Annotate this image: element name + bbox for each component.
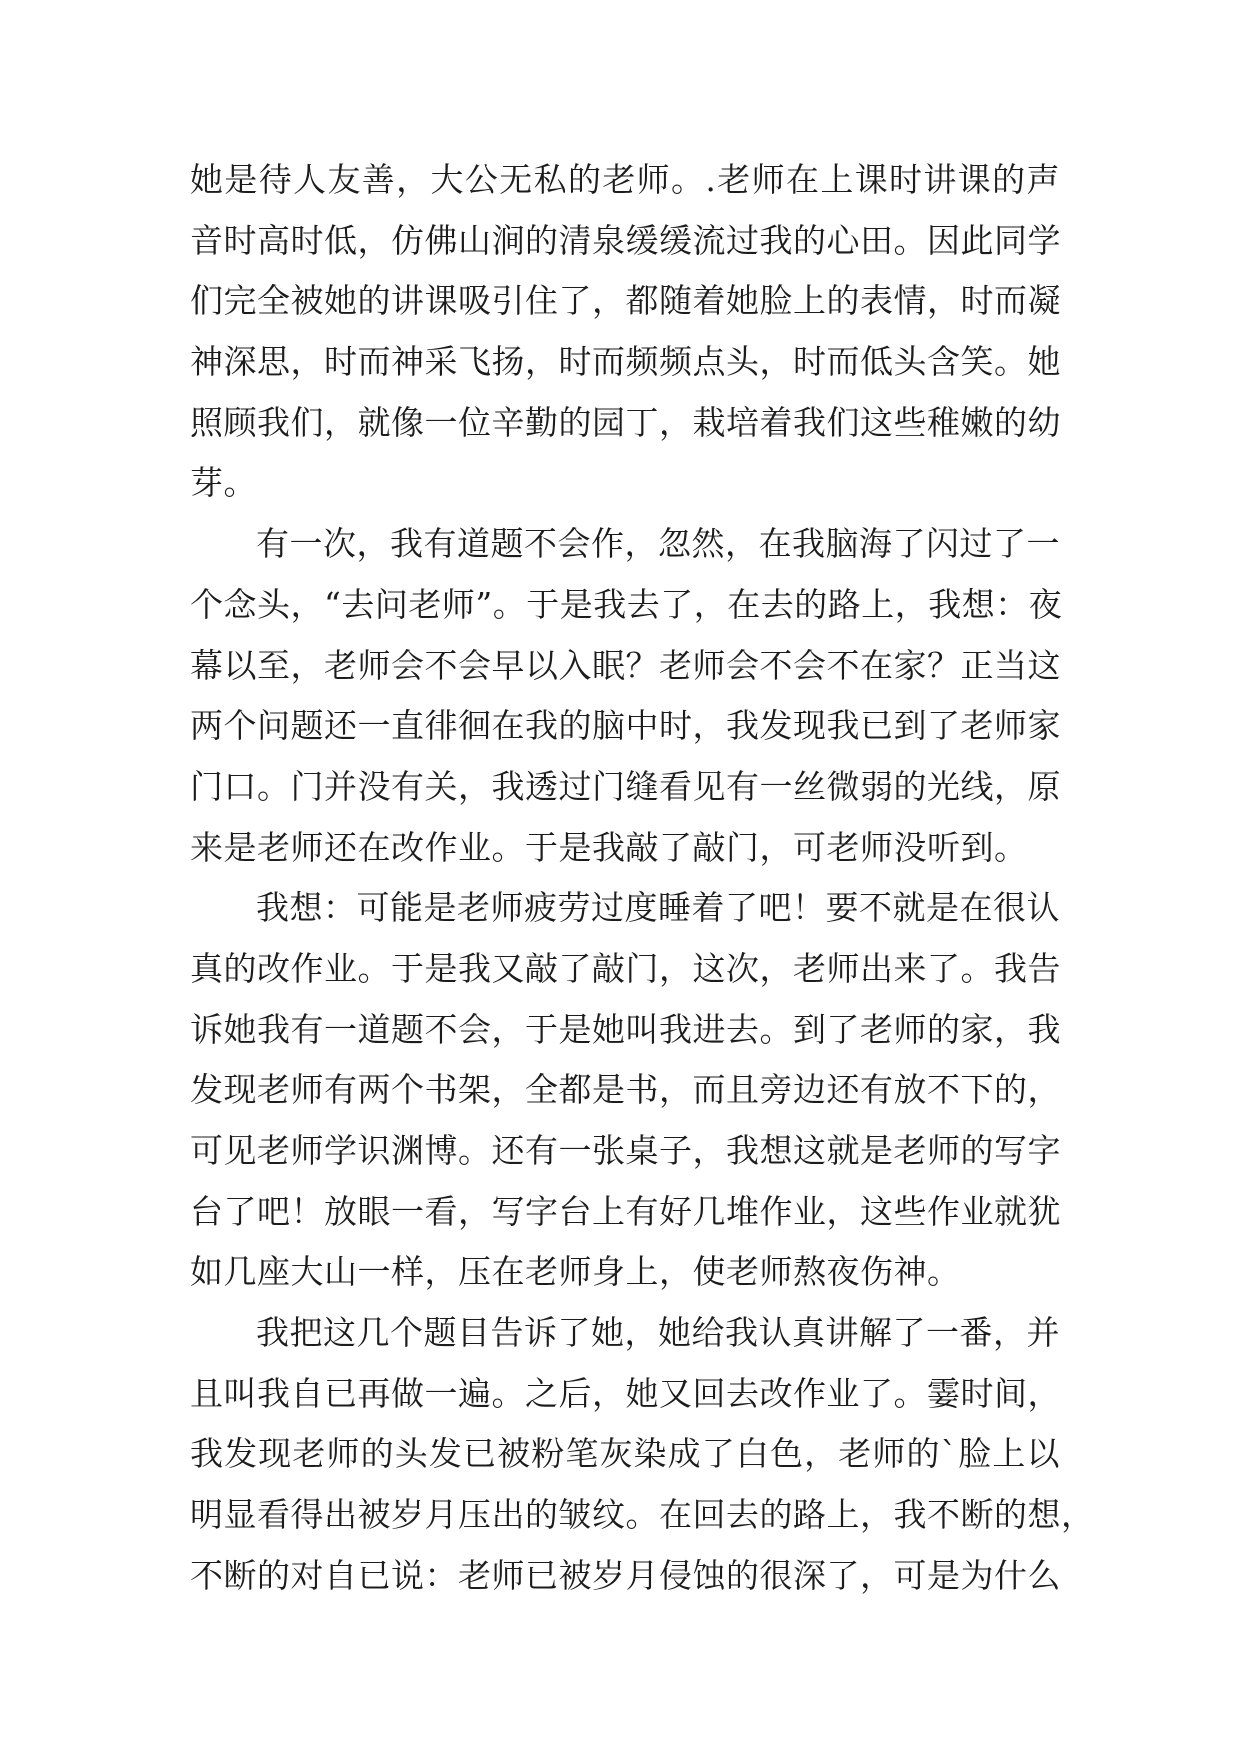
text-line: 个念头，“去问老师”。于是我去了，在去的路上，我想：夜 xyxy=(190,584,1063,624)
text-line: 来是老师还在改作业。于是我敲了敲门，可老师没听到。 xyxy=(190,827,1028,867)
text-line: 不断的对自已说：老师已被岁月侵蚀的很深了，可是为什么 xyxy=(190,1555,1061,1595)
text-line: 我发现老师的头发已被粉笔灰染成了白色，老师的`脸上以 xyxy=(190,1434,1060,1474)
text-line: 两个问题还一直徘徊在我的脑中时，我发现我已到了老师家 xyxy=(190,706,1061,746)
essay-body xyxy=(190,150,1095,1607)
text-line: 芽。 xyxy=(190,463,257,503)
text-line: 且叫我自已再做一遍。之后，她又回去改作业了。霎时间， xyxy=(190,1373,1061,1413)
text-line: 音时高时低，仿佛山涧的清泉缓缓流过我的心田。因此同学 xyxy=(190,220,1061,260)
text-line: 诉她我有一道题不会，于是她叫我进去。到了老师的家，我 xyxy=(190,1009,1061,1049)
text-line: 她是待人友善，大公无私的老师。.老师在上课时讲课的声 xyxy=(190,160,1060,199)
text-line: 真的改作业。于是我又敲了敲门，这次，老师出来了。我告 xyxy=(190,948,1061,988)
text-line: 如几座大山一样，压在老师身上，使老师熬夜伤神。 xyxy=(190,1252,961,1292)
text-line: 神深思，时而神采飞扬，时而频频点头，时而低头含笑。她 xyxy=(190,342,1061,382)
paragraph-start-line: 我把这几个题目告诉了她，她给我认真讲解了一番，并 xyxy=(256,1313,1060,1353)
text-line: 发现老师有两个书架，全都是书，而且旁边还有放不下的， xyxy=(190,1070,1061,1110)
text-line: 们完全被她的讲课吸引住了，都随着她脸上的表情，时而凝 xyxy=(190,281,1061,321)
text-line: 门口。门并没有关，我透过门缝看见有一丝微弱的光线，原 xyxy=(190,766,1061,806)
text-line: 可见老师学识渊博。还有一张桌子，我想这就是老师的写字 xyxy=(190,1131,1061,1170)
text-line: 照顾我们，就像一位辛勤的园丁，栽培着我们这些稚嫩的幼 xyxy=(190,402,1061,442)
text-line: 明显看得出被岁月压出的皱纹。在回去的路上，我不断的想， xyxy=(190,1495,1095,1535)
paragraph-start-line: 有一次，我有道题不会作，忽然，在我脑海了闪过了一 xyxy=(256,524,1060,564)
text-line: 台了吧！放眼一看，写字台上有好几堆作业，这些作业就犹 xyxy=(190,1191,1061,1231)
text-line: 幕以至，老师会不会早以入眠？老师会不会不在家？正当这 xyxy=(190,645,1061,685)
paragraph-start-line: 我想：可能是老师疲劳过度睡着了吧！要不就是在很认 xyxy=(256,888,1060,928)
